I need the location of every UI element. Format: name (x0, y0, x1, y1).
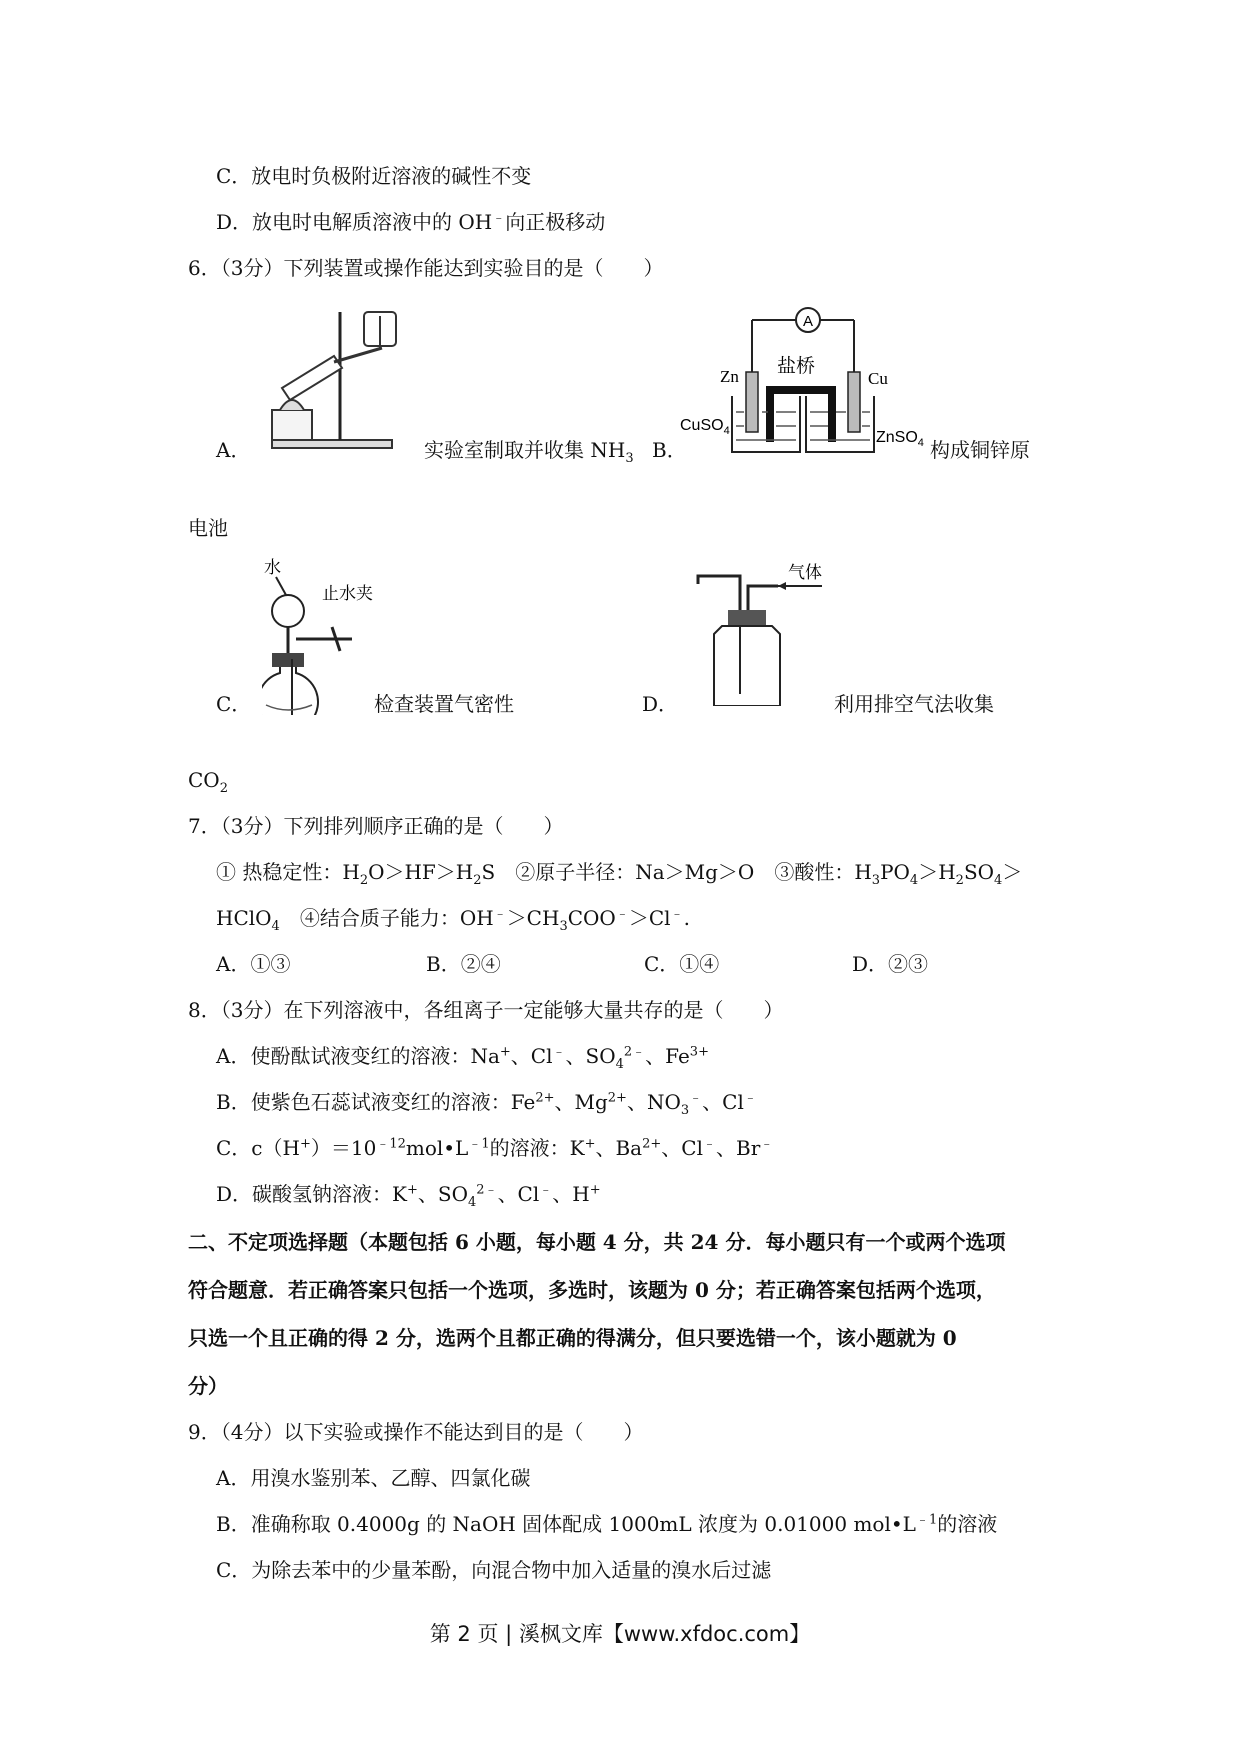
znso4-label: ZnSO$_4$ (876, 429, 924, 449)
q9-option-a: A．用溴水鉴别苯、乙醇、四氯化碳 (216, 1466, 531, 1490)
zn-electrode-label: Zn (720, 367, 739, 386)
q6-stem: 6．（3分）下列装置或操作能达到实验目的是（ ） (188, 256, 664, 280)
q8-stem: 8．（3分）在下列溶液中，各组离子一定能够大量共存的是（ ） (188, 998, 784, 1022)
section2-heading-line2: 符合题意．若正确答案只包括一个选项，多选时，该题为 0 分；若正确答案包括两个选项， (188, 1278, 996, 1302)
q6-figure-a (262, 302, 402, 452)
clamp-label: 止水夹 (322, 584, 373, 604)
q9-option-c: C．为除去苯中的少量苯酚，向混合物中加入适量的溴水后过滤 (216, 1558, 772, 1582)
q6-figure-b (680, 292, 930, 464)
q7-stem: 7．（3分）下列排列顺序正确的是（ ） (188, 814, 564, 838)
q6-option-c-text: 检查装置气密性 (374, 692, 514, 716)
q8-option-a: A．使酚酞试液变红的溶液：Na+、Cl﹣、$SO_4^{2﹣}$、$Fe^{3+}$ (216, 1044, 709, 1072)
q8-option-b: B．使紫色石蕊试液变红的溶液：$Fe^{2+}$、$Mg^{2+}$、$NO_3^﹣$、Cl﹣ (216, 1090, 757, 1118)
q5-option-d: D．放电时电解质溶液中的 OH﹣向正极移动 (216, 210, 606, 234)
q7-statements-line2: HClO$_4$ ④结合质子能力：$OH^﹣>CH_3COO^﹣>Cl^﹣$. (216, 906, 690, 934)
section2-heading-line4: 分） (188, 1374, 228, 1398)
q6-option-a-label: A． (216, 438, 251, 462)
ammeter-label: A (802, 313, 814, 330)
q6-option-a-text: 实验室制取并收集 $NH_3$ (424, 438, 634, 466)
q7-statements-line1: ① 热稳定性：$H_2O>HF>H_2S$ ②原子半径：Na＞Mg＞O ③酸性：$H_3PO_4>H_2SO_4>$ (216, 860, 1023, 888)
q6-option-d-text: 利用排空气法收集 (834, 692, 994, 716)
water-label: 水 (264, 558, 281, 578)
q7-option-c: C．①④ (644, 952, 720, 976)
q6-option-d-label: D． (642, 692, 679, 716)
q8-option-d: D．碳酸氢钠溶液：K+、$SO_4^{2﹣}$、Cl﹣、H+ (216, 1182, 601, 1210)
q6-figure-c (262, 555, 392, 715)
q7-option-d: D．②③ (852, 952, 929, 976)
q6-option-b-text-wrap: 电池 (188, 516, 228, 540)
q9-option-b: B．准确称取 0.4000g 的 NaOH 固体配成 1000mL 浓度为 0.01000 $mol•L^{﹣1}$的溶液 (216, 1512, 998, 1536)
q7-option-b: B．②④ (426, 952, 501, 976)
q7-option-a: A．①③ (216, 952, 291, 976)
q8-option-c: C．$c(H^+)=10^{﹣12}mol•L^{﹣1}$的溶液：K+、$Ba^{2+}$、Cl﹣、Br﹣ (216, 1136, 774, 1160)
section2-heading-line3: 只选一个且正确的得 2 分，选两个且都正确的得满分，但只要选错一个，该小题就为 0 (188, 1326, 957, 1350)
section2-heading-line1: 二、不定项选择题（本题包括 6 小题，每小题 4 分，共 24 分．每小题只有一个或两个选项 (188, 1230, 1006, 1254)
q6-option-b-label: B． (652, 438, 687, 462)
gas-label: 气体 (788, 563, 822, 583)
cu-electrode-label: Cu (868, 369, 888, 388)
q6-option-d-text-wrap: $CO_2$ (188, 768, 228, 796)
q6-option-c-label: C． (216, 692, 252, 716)
q9-stem: 9．（4分）以下实验或操作不能达到目的是（ ） (188, 1420, 644, 1444)
page-footer: 第 2 页 | 溪枫文库【www.xfdoc.com】 (429, 1622, 811, 1646)
cuso4-label: CuSO$_4$ (680, 417, 730, 437)
q5-option-c: C．放电时负极附近溶液的碱性不变 (216, 164, 532, 188)
salt-bridge-label: 盐桥 (776, 355, 816, 377)
q6-figure-d (694, 556, 844, 706)
q6-option-b-text: 构成铜锌原 (930, 438, 1030, 462)
